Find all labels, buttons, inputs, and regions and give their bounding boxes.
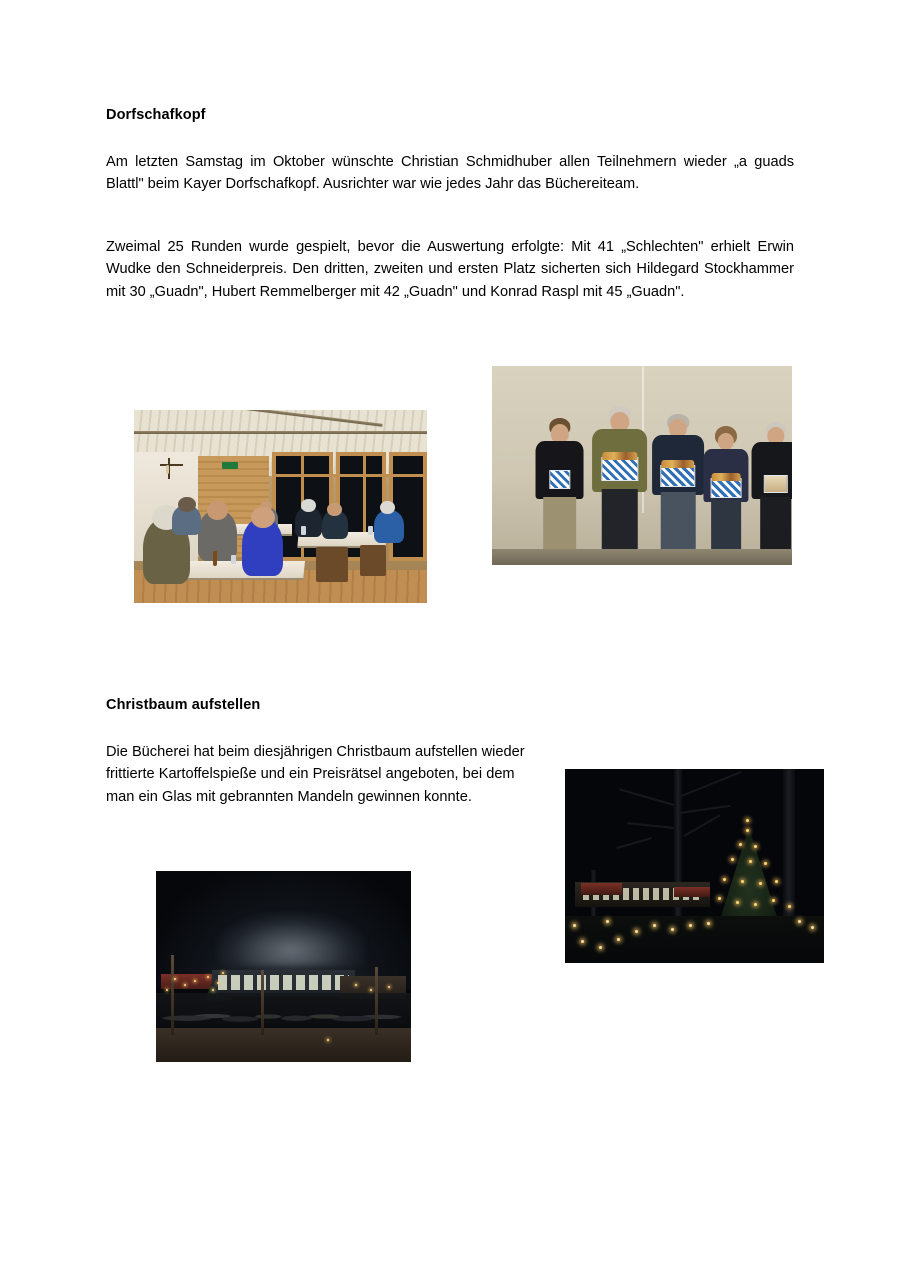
tree-light-7 <box>723 878 726 881</box>
winner-1 <box>534 418 585 549</box>
path-light-2 <box>599 946 602 949</box>
tree-light-11 <box>718 897 721 900</box>
paragraph-dorfschafkopf-results: Zweimal 25 Runden wurde gespielt, bevor die Auswertung erfolgte: Mit 41 „Schlechten" erhielt Erwin Wudke den Schneiderpreis. Den dritten, zweiten und ersten Platz sicherten sich Hildegard Stockhammer mit 30 „Guadn", Hubert Remmelberger mit 42 „Guadn" und Konrad Raspl mit 45 „Guadn". <box>106 239 794 300</box>
path-light-1 <box>581 940 584 943</box>
winner-1-prize <box>549 470 570 489</box>
cup-icon-1 <box>231 555 236 564</box>
path-light-4 <box>635 930 638 933</box>
market-light-10 <box>388 986 390 988</box>
tree-light-9 <box>759 882 762 885</box>
floor-strip <box>492 549 792 565</box>
winner-2-legs <box>601 489 637 549</box>
winner-5 <box>750 422 792 549</box>
person-back-3 <box>374 510 403 543</box>
tree-light-15 <box>788 905 791 908</box>
winner-4-head <box>718 433 734 450</box>
chair-2 <box>360 545 386 576</box>
crucifix-crossbar <box>160 464 183 466</box>
chair-1 <box>316 547 348 582</box>
bottle-icon <box>213 551 217 566</box>
section-heading-dorfschafkopf: Dorfschafkopf <box>106 107 206 123</box>
market-building-windows <box>218 975 349 990</box>
winner-5-prize <box>763 475 787 492</box>
person-head-front-4 <box>178 497 196 512</box>
hall-transom-bar <box>272 474 427 477</box>
winner-4-basket-goods <box>712 473 741 481</box>
winner-4 <box>702 426 750 549</box>
path-light-3 <box>617 938 620 941</box>
bare-tree-trunk-right <box>783 769 796 936</box>
tree-light-2 <box>739 843 742 846</box>
tree-light-12 <box>736 901 739 904</box>
market-smoke <box>217 913 365 966</box>
person-head-back-1 <box>301 499 316 513</box>
winner-5-legs <box>760 497 792 549</box>
person-head-front-2 <box>207 501 228 520</box>
paragraph-christbaum: Die Bücherei hat beim diesjährigen Christbaum aufstellen wieder frittierte Kartoffelspieße und ein Preisrätsel angeboten, bei dem man ein Glas mit gebrannten Mandeln gewinnen konnte. <box>106 744 525 805</box>
market-light-12 <box>327 1039 329 1041</box>
winner-2-prize-basket <box>601 457 638 480</box>
photo-winners-scene <box>492 366 792 565</box>
winner-3-basket-goods <box>661 460 694 468</box>
exit-sign-icon <box>222 462 238 469</box>
tree-scene-ground <box>565 916 824 963</box>
photo-christmas-tree <box>565 769 824 963</box>
tree-building-roof-left <box>581 883 622 895</box>
photo-prize-winners <box>492 366 792 565</box>
photo-cardplayers <box>134 410 427 603</box>
tree-light-8 <box>741 880 744 883</box>
market-light-5 <box>217 982 219 984</box>
person-head-front-3 <box>251 507 274 528</box>
person-head-back-2 <box>327 503 342 517</box>
tree-light-10 <box>775 880 778 883</box>
photo-tree-scene <box>565 769 824 963</box>
market-light-8 <box>355 984 357 986</box>
winner-4-prize-basket <box>711 478 742 499</box>
winner-3-prize-basket <box>660 465 695 487</box>
market-light-1 <box>174 978 176 980</box>
crucifix-figure <box>166 465 169 475</box>
tree-light-13 <box>754 903 757 906</box>
winner-2 <box>591 406 648 549</box>
section-heading-christbaum: Christbaum aufstellen <box>106 697 261 713</box>
winner-3-legs <box>661 492 696 549</box>
market-pole-right <box>375 967 378 1036</box>
person-head-back-3 <box>380 501 395 515</box>
tree-light-3 <box>754 845 757 848</box>
market-pole-center <box>261 970 264 1035</box>
market-pole-left <box>171 955 174 1035</box>
photo-christmas-market <box>156 871 411 1062</box>
winner-3 <box>651 414 705 549</box>
cup-icon-3 <box>368 526 373 535</box>
winner-4-legs <box>711 500 741 549</box>
ceiling-beam <box>134 431 427 434</box>
market-light-2 <box>184 984 186 986</box>
photo-market-scene <box>156 871 411 1062</box>
winner-2-basket-goods <box>602 452 637 460</box>
path-light-11 <box>573 924 576 927</box>
cup-icon-2 <box>301 526 306 535</box>
winner-1-legs <box>543 497 577 550</box>
tree-building-roof-right <box>674 887 710 897</box>
market-ground <box>156 1028 411 1062</box>
paragraph-dorfschafkopf-intro: Am letzten Samstag im Oktober wünschte Christian Schmidhuber allen Teilnehmern wieder „a guads Blattl" beim Kayer Dorfschafkopf. Ausrichter war wie jedes Jahr das Büchereiteam. <box>106 154 794 193</box>
photo-cardplayers-scene <box>134 410 427 603</box>
